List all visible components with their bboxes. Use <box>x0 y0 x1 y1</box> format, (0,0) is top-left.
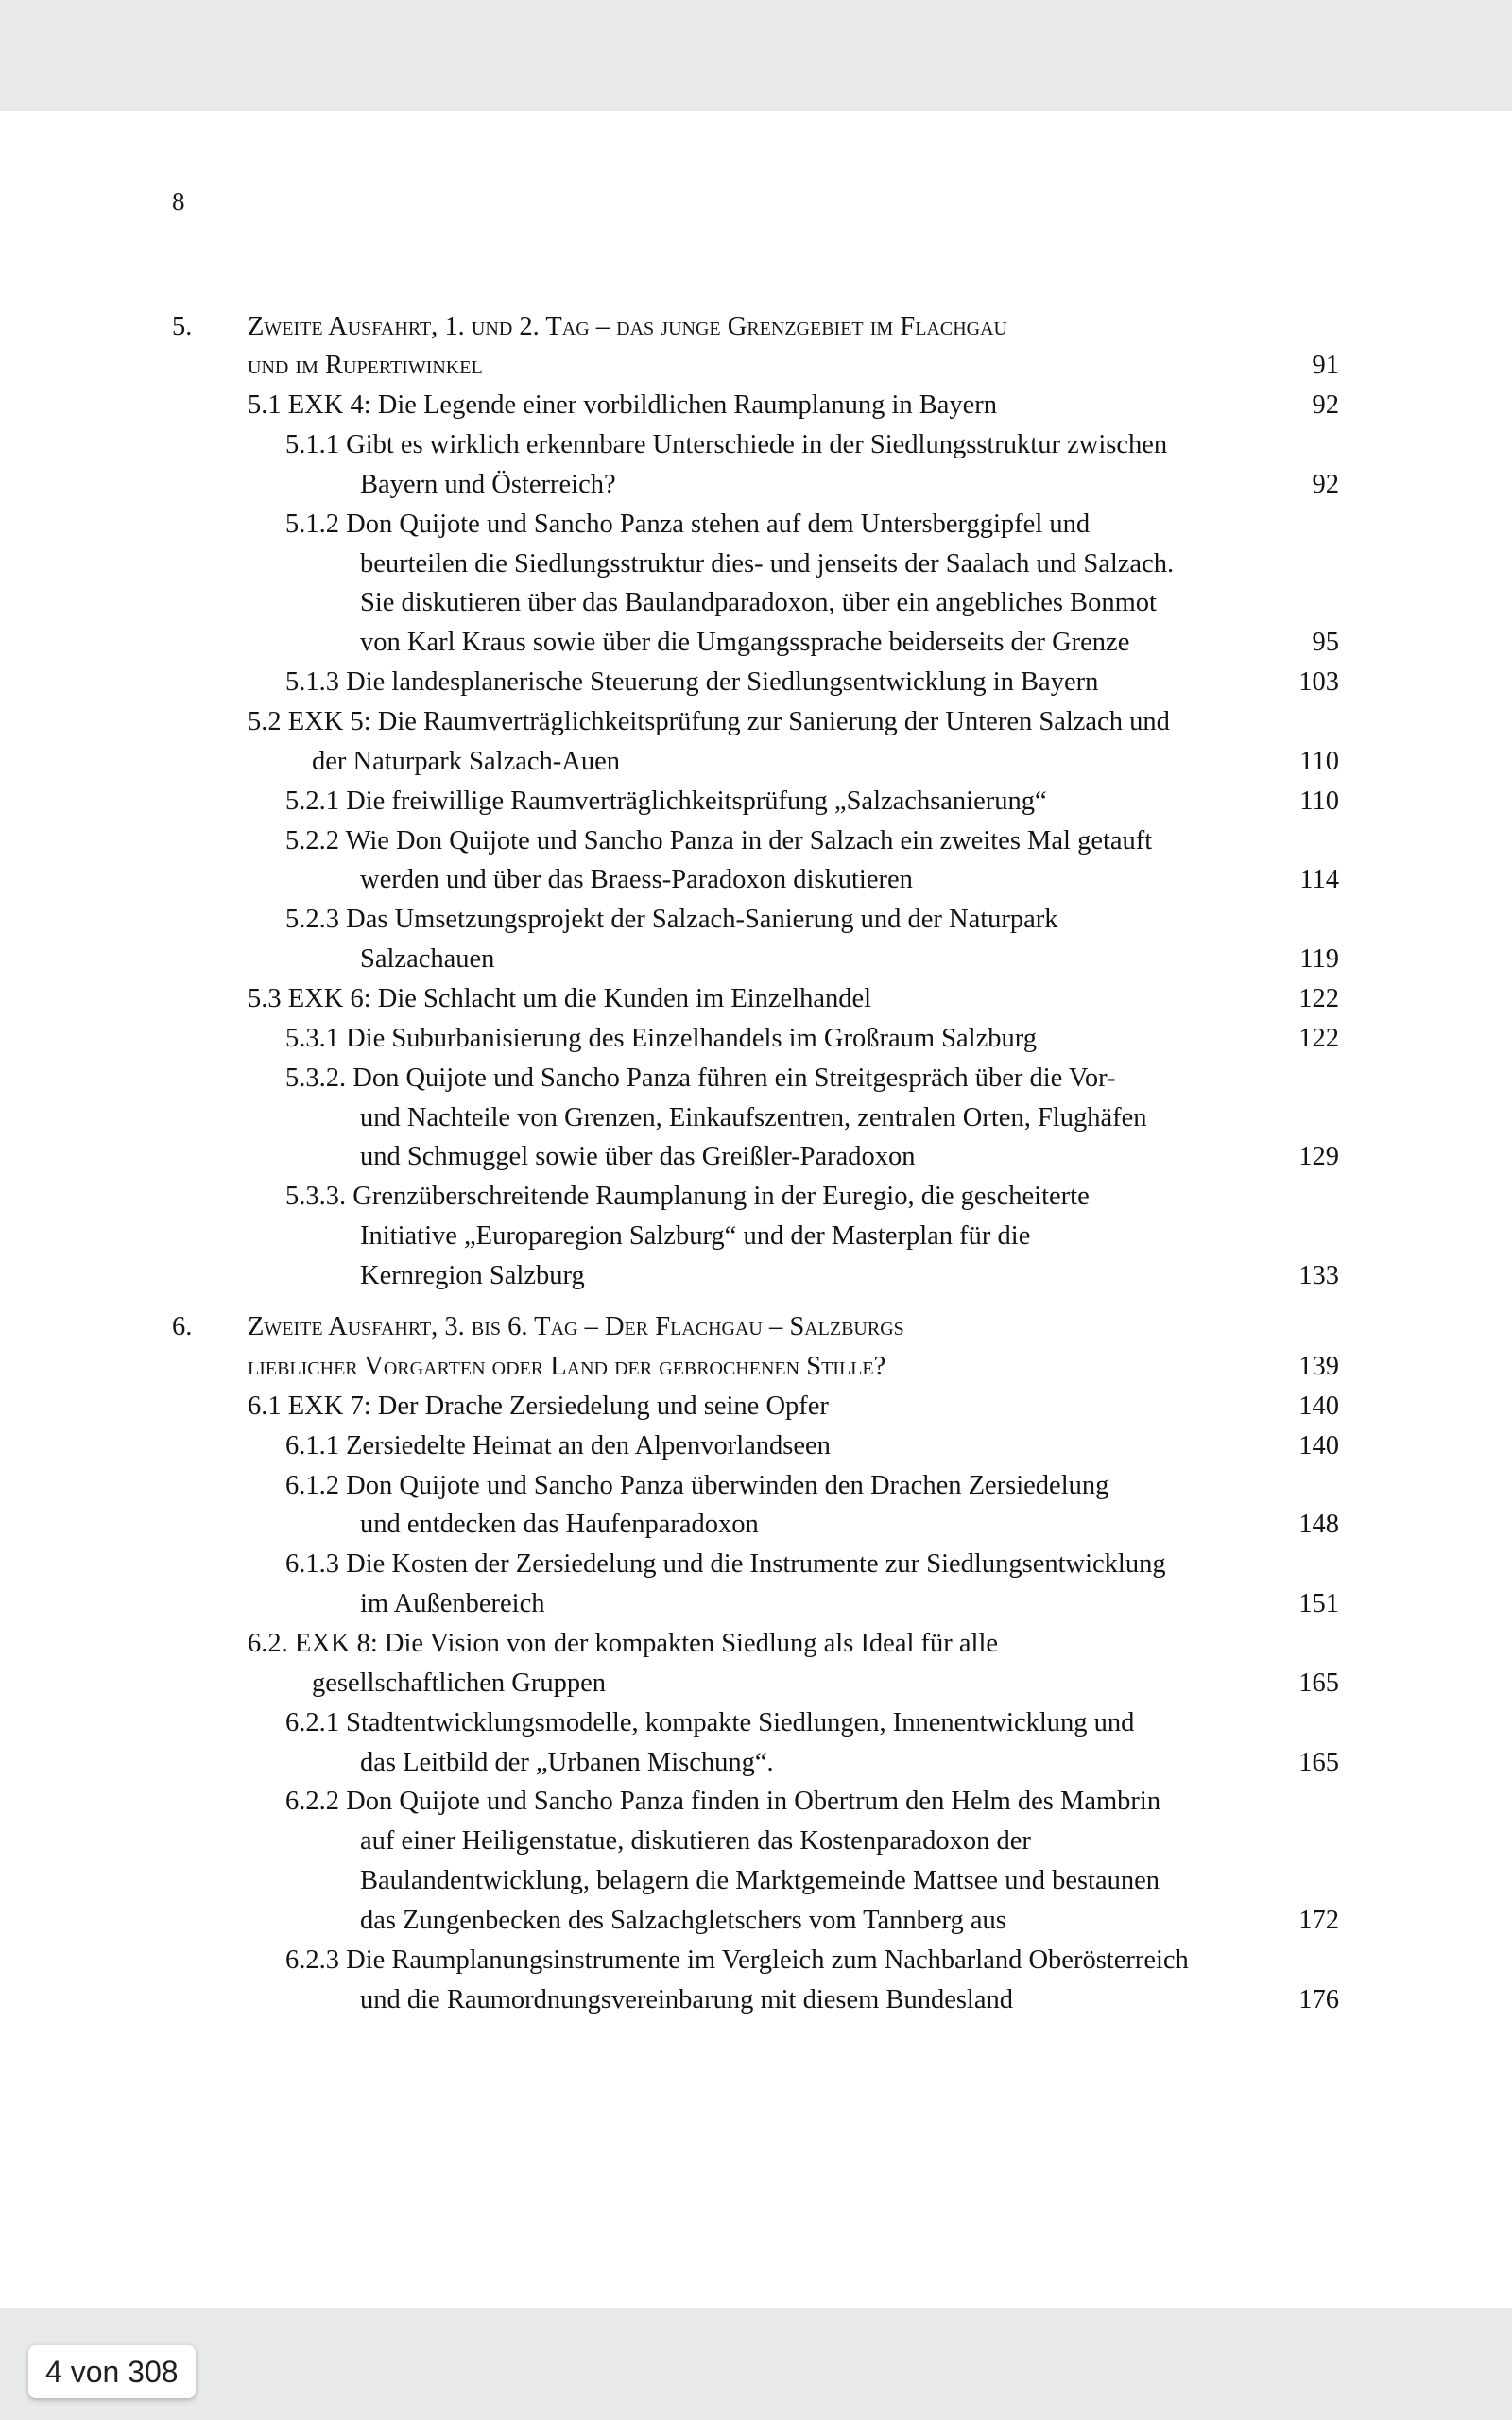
toc-entry[interactable] <box>0 347 1512 385</box>
toc-entry[interactable] <box>0 624 1512 662</box>
toc-entry[interactable] <box>0 664 1512 701</box>
toc-page-number: 114 <box>1299 865 1339 894</box>
toc-entry[interactable] <box>0 1981 1512 2019</box>
toc-entry-title: 5.3.1 Die Suburbanisierung des Einzelhandels im Großraum Salzburg <box>285 1024 1037 1053</box>
toc-entry-title: 6.2.2 Don Quijote und Sancho Panza finden in Obertrum den Helm des Mambrin <box>285 1787 1161 1816</box>
toc-entry-title: gesellschaftlichen Gruppen <box>312 1668 607 1698</box>
toc-entry-title: Initiative „Europaregion Salzburg“ und der Masterplan für die <box>360 1221 1031 1251</box>
toc-entry-title: werden und über das Braess-Paradoxon diskutieren <box>360 865 913 894</box>
toc-entry-title: 6.2.3 Die Raumplanungsinstrumente im Vergleich zum Nachbarland Oberösterreich <box>285 1945 1189 1975</box>
toc-entry[interactable] <box>0 1902 1512 1940</box>
toc-entry[interactable] <box>0 1862 1512 1900</box>
toc-entry-title: 5.2.3 Das Umsetzungsprojekt der Salzach-Sanierung und der Naturpark <box>285 905 1058 934</box>
toc-entry-title: Zweite Ausfahrt, 3. bis 6. Tag – Der Flachgau – Salzburgs <box>248 1312 904 1341</box>
toc-page-number: 92 <box>1312 470 1339 499</box>
page-indicator: 4 von 308 <box>28 2345 196 2398</box>
page-number: 8 <box>172 187 185 216</box>
toc-entry-title: 6.2.1 Stadtentwicklungsmodelle, kompakte Siedlungen, Innenentwicklung und <box>285 1708 1135 1737</box>
toc-entry-title: 6.1.3 Die Kosten der Zersiedelung und die Instrumente zur Siedlungsentwicklung <box>285 1549 1166 1579</box>
toc-entry-title: auf einer Heiligenstatue, diskutieren das Kostenparadoxon der <box>360 1826 1031 1856</box>
toc-entry-title: 5.1.2 Don Quijote und Sancho Panza stehen auf dem Untersberggipfel und <box>285 510 1091 539</box>
toc-entry[interactable] <box>0 980 1512 1018</box>
toc-entry[interactable] <box>0 901 1512 939</box>
toc-entry[interactable] <box>0 387 1512 424</box>
toc-entry[interactable] <box>0 308 1512 346</box>
toc-entry[interactable] <box>0 584 1512 622</box>
toc-entry[interactable] <box>0 1506 1512 1544</box>
toc-entry[interactable] <box>0 1467 1512 1505</box>
toc-entry-title: der Naturpark Salzach-Auen <box>312 747 621 776</box>
toc-page-number: 151 <box>1298 1589 1339 1618</box>
toc-entry-title: von Karl Kraus sowie über die Umgangssprache beiderseits der Grenze <box>360 628 1130 657</box>
toc-page-number: 165 <box>1298 1668 1339 1698</box>
toc-page-number: 122 <box>1298 984 1339 1013</box>
toc-page-number: 133 <box>1298 1261 1339 1290</box>
toc-page-number: 119 <box>1299 944 1339 974</box>
toc-entry-title: 5.2 EXK 5: Die Raumverträglichkeitsprüfung zur Sanierung der Unteren Salzach und <box>248 707 1170 736</box>
toc-entry[interactable] <box>0 1625 1512 1663</box>
toc-entry-title: und Nachteile von Grenzen, Einkaufszentren, zentralen Orten, Flughäfen <box>360 1103 1147 1132</box>
toc-entry-title: 6.1.1 Zersiedelte Heimat an den Alpenvorlandseen <box>285 1431 831 1461</box>
toc-page-number: 122 <box>1298 1024 1339 1053</box>
toc-chapter-number: 6. <box>172 1312 193 1341</box>
toc-entry[interactable] <box>0 1783 1512 1821</box>
toc-entry-title: Kernregion Salzburg <box>360 1261 585 1290</box>
toc-entry-title: 5.3.2. Don Quijote und Sancho Panza führen ein Streitgespräch über die Vor- <box>285 1063 1116 1093</box>
toc-entry[interactable] <box>0 545 1512 583</box>
toc-page-number: 129 <box>1298 1142 1339 1171</box>
toc-entry[interactable] <box>0 1823 1512 1860</box>
toc-entry[interactable] <box>0 1348 1512 1386</box>
toc-entry-title: beurteilen die Siedlungsstruktur dies- und jenseits der Saalach und Salzach. <box>360 549 1175 579</box>
toc-entry[interactable] <box>0 703 1512 741</box>
toc-entry-title: lieblicher Vorgarten oder Land der gebrochenen Stille? <box>248 1352 886 1381</box>
toc-entry[interactable] <box>0 1427 1512 1465</box>
toc-entry-title: 6.1.2 Don Quijote und Sancho Panza überwinden den Drachen Zersiedelung <box>285 1471 1109 1500</box>
toc-entry-title: das Leitbild der „Urbanen Mischung“. <box>360 1748 774 1777</box>
toc-entry[interactable] <box>0 783 1512 821</box>
toc-entry-title: 5.1.1 Gibt es wirklich erkennbare Unterschiede in der Siedlungsstruktur zwischen <box>285 430 1168 459</box>
toc-entry[interactable] <box>0 1585 1512 1623</box>
toc-entry[interactable] <box>0 1546 1512 1583</box>
toc-entry-title: und Schmuggel sowie über das Greißler-Paradoxon <box>360 1142 916 1171</box>
viewer-top-bar <box>0 0 1512 111</box>
toc-entry[interactable] <box>0 822 1512 860</box>
toc-entry[interactable] <box>0 1020 1512 1058</box>
toc-entry[interactable] <box>0 743 1512 781</box>
toc-entry[interactable] <box>0 1744 1512 1782</box>
toc-entry-title: und entdecken das Haufenparadoxon <box>360 1510 759 1539</box>
toc-entry[interactable] <box>0 1178 1512 1216</box>
toc-page-number: 110 <box>1299 786 1339 816</box>
toc-entry-title: 6.2. EXK 8: Die Vision von der kompakten Siedlung als Ideal für alle <box>248 1629 999 1658</box>
toc-entry-title: 5.1 EXK 4: Die Legende einer vorbildlichen Raumplanung in Bayern <box>248 390 998 420</box>
toc-entry[interactable] <box>0 1257 1512 1295</box>
toc-chapter-number: 5. <box>172 312 193 341</box>
viewer-bottom-bar <box>0 2308 1512 2420</box>
toc-entry-title: 5.3.3. Grenzüberschreitende Raumplanung in der Euregio, die gescheiterte <box>285 1182 1090 1211</box>
toc-entry-title: Salzachauen <box>360 944 495 974</box>
toc-page-number: 140 <box>1298 1431 1339 1461</box>
toc-entry-title: und im Rupertiwinkel <box>248 351 483 380</box>
toc-entry[interactable] <box>0 426 1512 464</box>
toc-entry-title: 5.1.3 Die landesplanerische Steuerung der Siedlungsentwicklung in Bayern <box>285 667 1099 697</box>
toc-entry-title: 5.3 EXK 6: Die Schlacht um die Kunden im Einzelhandel <box>248 984 872 1013</box>
toc-entry-title: 5.2.1 Die freiwillige Raumverträglichkeitsprüfung „Salzachsanierung“ <box>285 786 1047 816</box>
toc-entry[interactable] <box>0 1218 1512 1255</box>
toc-page-number: 165 <box>1298 1748 1339 1777</box>
toc-page-number: 92 <box>1312 390 1339 420</box>
toc-entry-title: Bayern und Österreich? <box>360 470 616 499</box>
toc-page-number: 139 <box>1298 1352 1339 1381</box>
toc-entry[interactable] <box>0 1308 1512 1346</box>
toc-entry[interactable] <box>0 1942 1512 1979</box>
toc-entry[interactable] <box>0 861 1512 899</box>
toc-entry[interactable] <box>0 1704 1512 1742</box>
toc-entry-title: 6.1 EXK 7: Der Drache Zersiedelung und seine Opfer <box>248 1392 829 1421</box>
toc-entry-title: Baulandentwicklung, belagern die Marktgemeinde Mattsee und bestaunen <box>360 1866 1160 1895</box>
toc-entry-title: Sie diskutieren über das Baulandparadoxon, über ein angebliches Bonmot <box>360 588 1157 617</box>
toc-page-number: 172 <box>1298 1906 1339 1935</box>
toc-entry[interactable] <box>0 1388 1512 1426</box>
toc-page-number: 91 <box>1312 351 1339 380</box>
toc-entry-title: das Zungenbecken des Salzachgletschers vom Tannberg aus <box>360 1906 1006 1935</box>
toc-entry[interactable] <box>0 466 1512 504</box>
toc-entry-title: 5.2.2 Wie Don Quijote und Sancho Panza in der Salzach ein zweites Mal getauft <box>285 826 1153 856</box>
toc-page-number: 95 <box>1312 628 1339 657</box>
toc-page-number: 148 <box>1298 1510 1339 1539</box>
toc-entry[interactable] <box>0 1099 1512 1137</box>
toc-entry[interactable] <box>0 941 1512 978</box>
toc-entry[interactable] <box>0 506 1512 544</box>
toc-entry[interactable] <box>0 1138 1512 1176</box>
toc-page-number: 110 <box>1299 747 1339 776</box>
toc-entry[interactable] <box>0 1665 1512 1703</box>
toc-page-number: 103 <box>1298 667 1339 697</box>
toc-page-number: 176 <box>1298 1985 1339 2014</box>
toc-page-number: 140 <box>1298 1392 1339 1421</box>
toc-entry[interactable] <box>0 1060 1512 1098</box>
toc-entry-title: Zweite Ausfahrt, 1. und 2. Tag – das junge Grenzgebiet im Flachgau <box>248 312 1007 341</box>
toc-entry-title: und die Raumordnungsvereinbarung mit diesem Bundesland <box>360 1985 1013 2014</box>
toc-entry-title: im Außenbereich <box>360 1589 545 1618</box>
